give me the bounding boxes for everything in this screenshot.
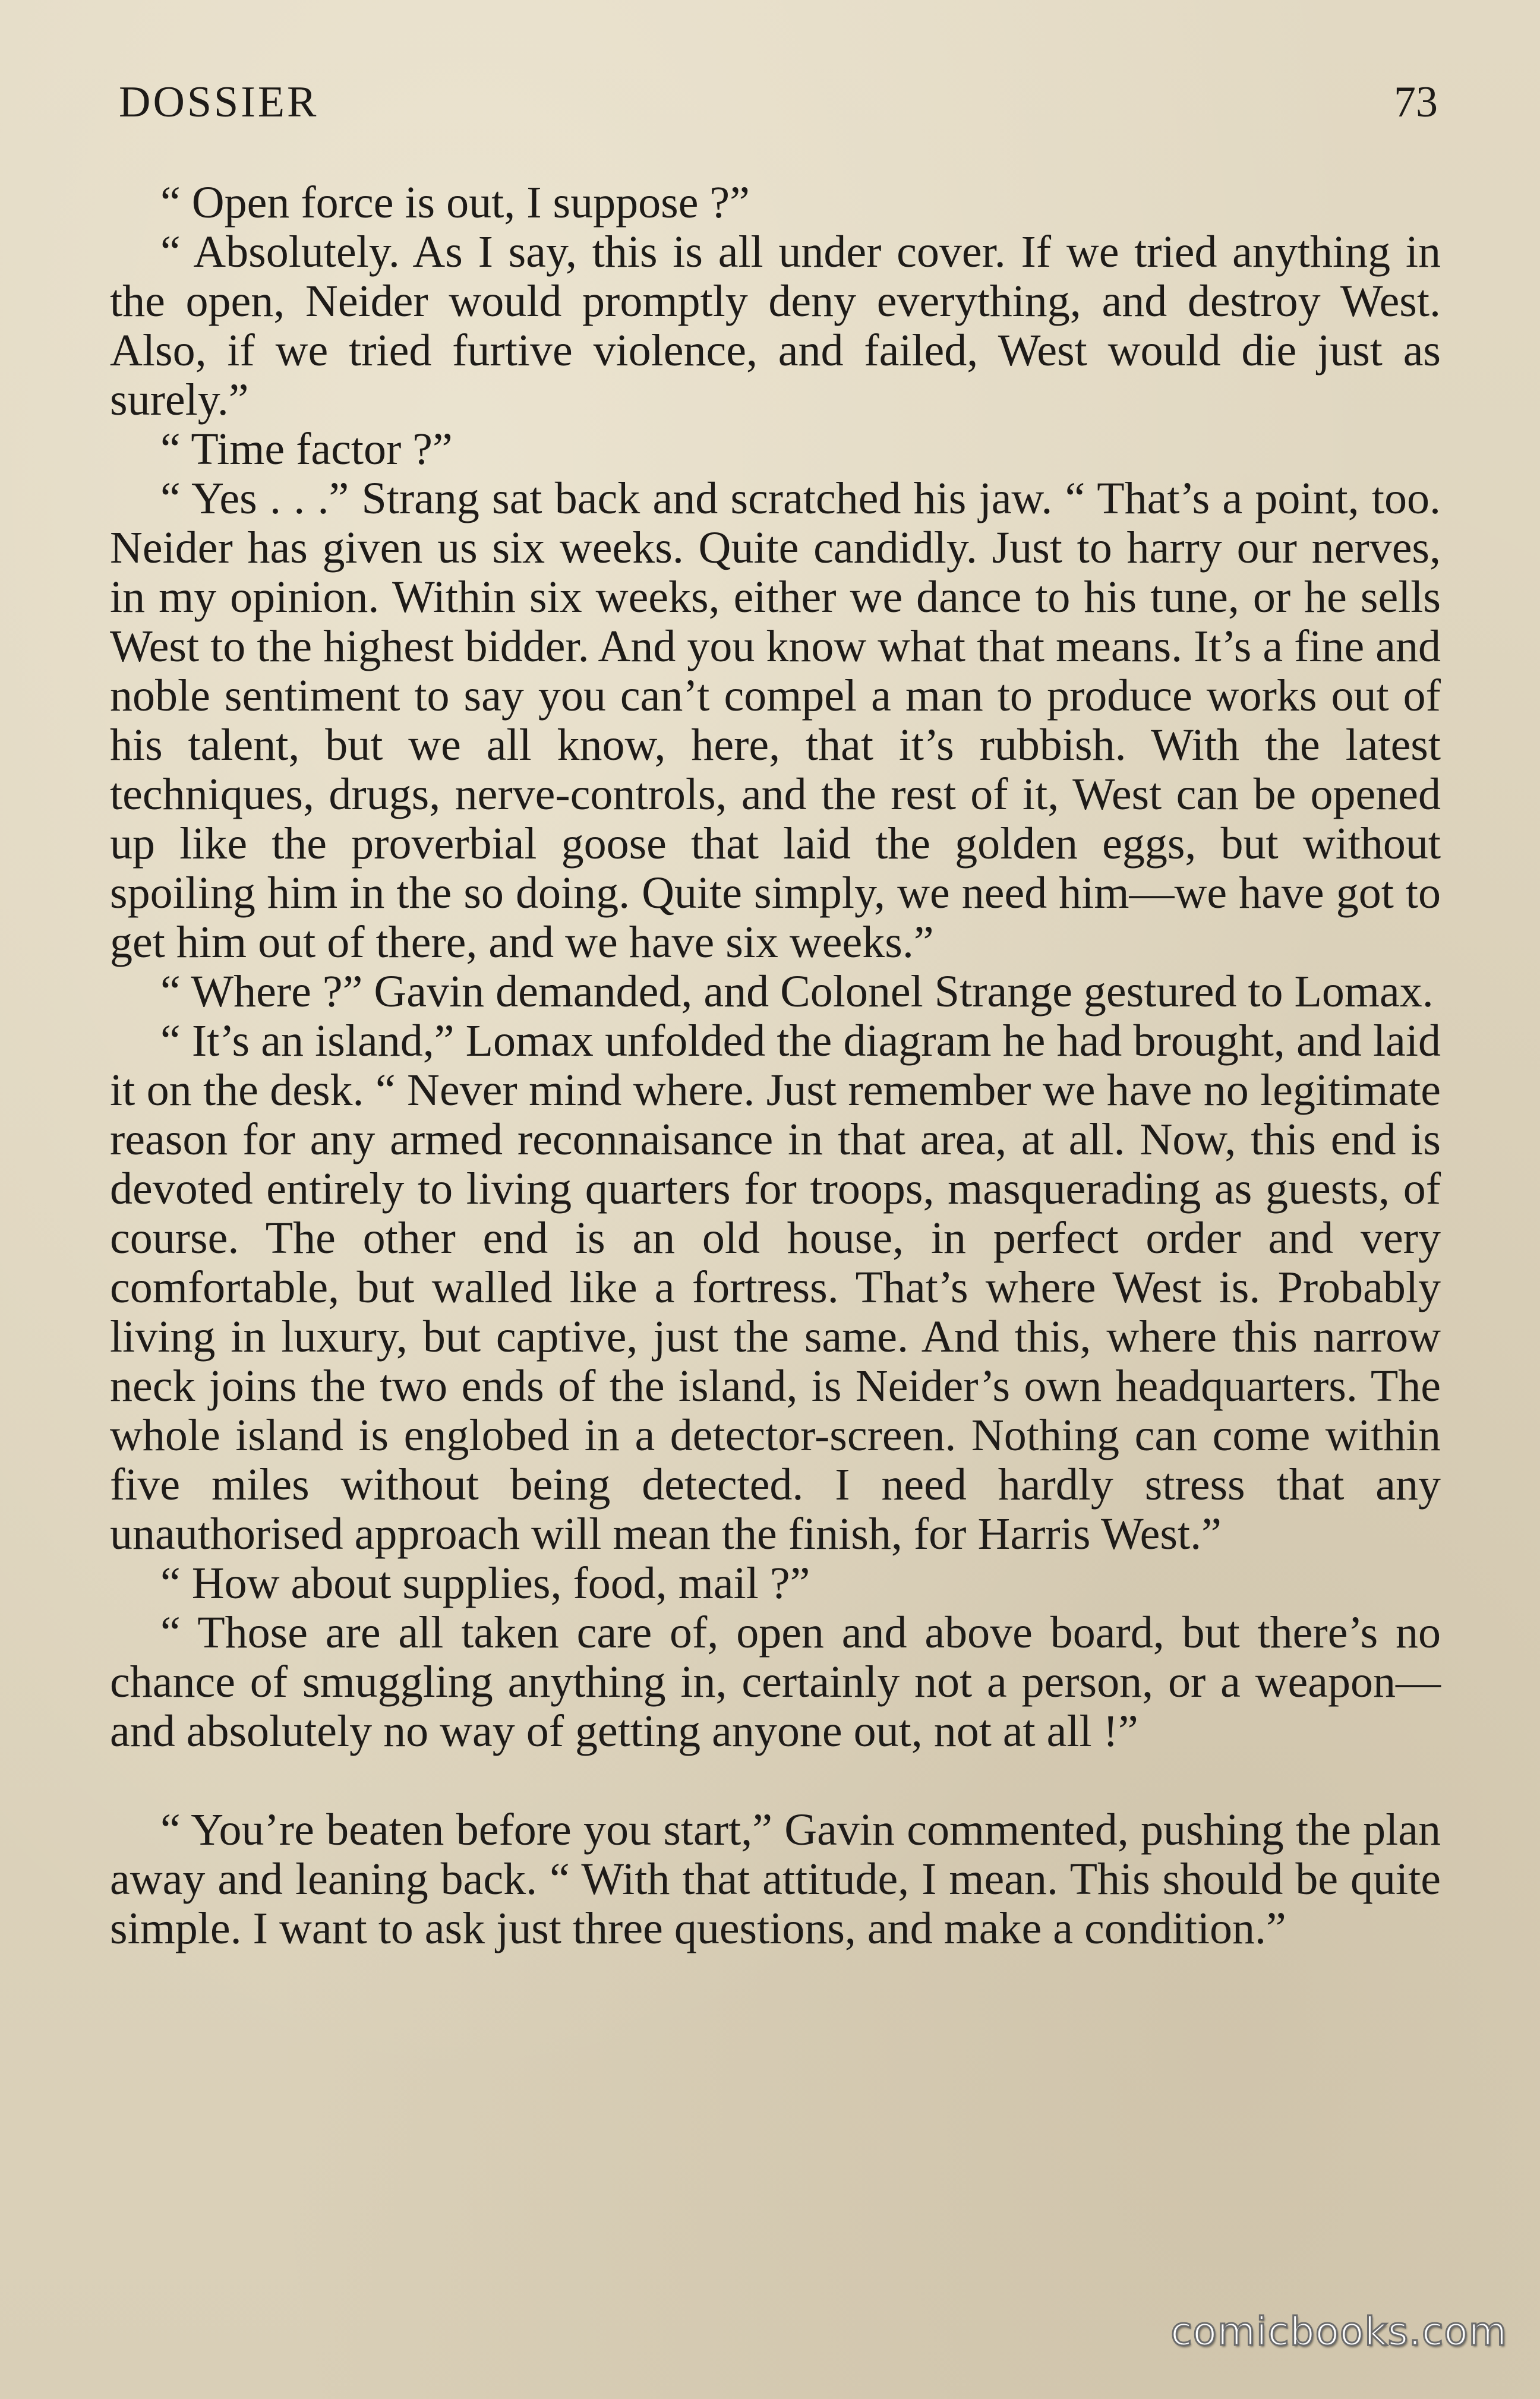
paragraph: “ Where ?” Gavin demanded, and Colonel Strange gestured to Lomax. [160, 967, 1434, 1017]
paragraph: “ It’s an island,” Lomax unfolded the diagram he had brought, and laid it on the desk. “ Never mind where. Just remember we have no legitimate reason for any armed reconnaisance in that area, at all. Now, this end is devoted entirely to living quarters for troops, masquerading as guests, of course. The other end is an old house, in perfect order and very comfortable, but walled like a fortress. That’s where West is. Probably living in luxury, but captive, just the same. And this, where this narrow neck joins the two ends of the island, is Neider’s own headquarters. The whole island is englobed in a detector-screen. Nothing can come within five miles without being detected. I need hardly stress that any unauthorised approach will mean the finish, for Harris West.” [110, 1016, 1441, 1559]
paragraph: “ How about supplies, food, mail ?” [160, 1558, 810, 1608]
paragraph: “ Absolutely. As I say, this is all under cover. If we tried anything in the open, Neider would promptly deny everything, and destroy West. Also, if we tried furtive violence, and failed, West would die just as surely.” [110, 227, 1441, 425]
watermark: comicbooks.com [1170, 2309, 1507, 2354]
running-head [119, 77, 1438, 143]
body-text [110, 178, 1441, 1953]
paragraph: “ Open force is out, I suppose ?” [160, 178, 750, 228]
paragraph: “ Those are all taken care of, open and above board, but there’s no chance of smuggling anything in, certainly not a person, or a weapon—and absolutely no way of getting anyone out, not at all !” [110, 1608, 1441, 1756]
running-head-title: DOSSIER [119, 78, 319, 127]
paragraph: “ Yes . . .” Strang sat back and scratched his jaw. “ That’s a point, too. Neider has given us six weeks. Quite candidly. Just to harry our nerves, in my opinion. Within six weeks, either we dance to his tune, or he sells West to the highest bidder. And you know what that means. It’s a fine and noble sentiment to say you can’t compel a man to produce works out of his talent, but we all know, here, that it’s rubbish. With the latest techniques, drugs, nerve-controls, and the rest of it, West can be opened up like the proverbial goose that laid the golden eggs, but without spoiling him in the so doing. Quite simply, we need him—we have got to get him out of there, and we have six weeks.” [110, 474, 1441, 967]
paragraph: “ You’re beaten before you start,” Gavin commented, pushing the plan away and leaning back. “ With that attitude, I mean. This should be quite simple. I want to ask just three questions, and make a condition.” [110, 1805, 1441, 1953]
paragraph: “ Time factor ?” [160, 424, 453, 474]
page-number: 73 [1394, 78, 1438, 127]
